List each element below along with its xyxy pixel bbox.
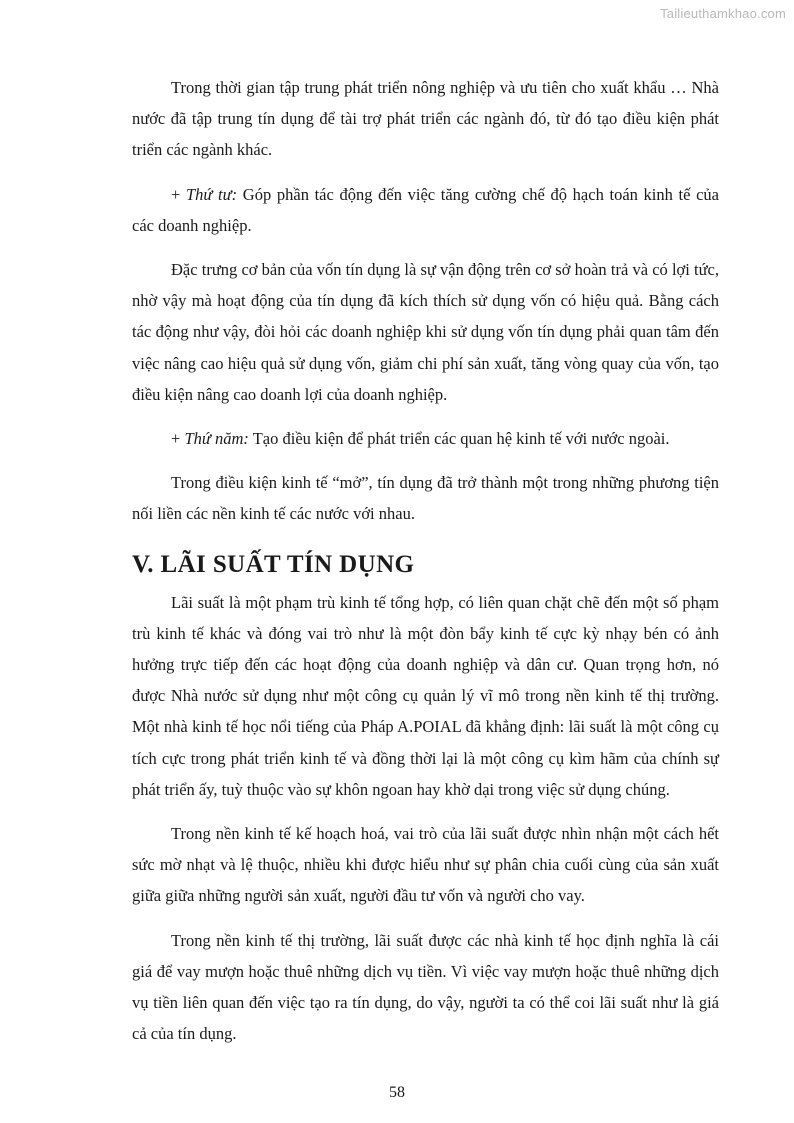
section-heading: V. LÃI SUẤT TÍN DỤNG bbox=[132, 550, 415, 578]
paragraph-market-economy: Trong nền kinh tế thị trường, lãi suất được các nhà kinh tế học định nghĩa là cái giá để vay mượn hoặc thuê những dịch vụ tiền. Vì việc vay mượn hoặc thuê những dịch vụ tiền liên quan đến việc tạo ra tín dụng, do vậy, người ta có thể coi lãi suất như là giá cả của tín dụng. bbox=[132, 930, 719, 1044]
fourth-role-text: Góp phần tác động đến việc tăng cường chế độ hạch toán kinh tế của các doanh nghiệp. bbox=[132, 184, 719, 235]
page-number: 58 bbox=[389, 1084, 405, 1101]
paragraph-fourth-role bbox=[132, 179, 719, 241]
bullet-prefix: + bbox=[171, 184, 186, 204]
fifth-role-text: Tạo điều kiện để phát triển các quan hệ kinh tế với nước ngoài. bbox=[248, 429, 670, 449]
paragraph-agriculture-credit: Trong thời gian tập trung phát triển nông nghiệp và ưu tiên cho xuất khẩu … Nhà nước đã tập trung tín dụng để tài trợ phát triển các ngành đó, từ đó tạo điều kiện phát triển các ngành khác. bbox=[132, 78, 719, 160]
watermark: Tailieuthamkhao.com bbox=[660, 6, 786, 21]
fifth-role-label: Thứ năm: bbox=[184, 429, 249, 449]
bullet-prefix: + bbox=[171, 429, 185, 449]
paragraph-open-economy: Trong điều kiện kinh tế “mở”, tín dụng đã trở thành một trong những phương tiện nối liền các nền kinh tế các nước với nhau. bbox=[132, 473, 719, 524]
document-body bbox=[132, 72, 719, 1062]
paragraph-planned-economy: Trong nền kinh tế kế hoạch hoá, vai trò của lãi suất được nhìn nhận một cách hết sức mờ nhạt và lệ thuộc, nhiều khi được hiểu như sự phân chia cuối cùng của sản xuất giữa giữa những người sản xuất, người đầu tư vốn và người cho vay. bbox=[132, 824, 719, 906]
fourth-role-label: Thứ tư: bbox=[185, 184, 238, 204]
paragraph-credit-characteristics: Đặc trưng cơ bản của vốn tín dụng là sự vận động trên cơ sở hoàn trả và có lợi tức, nhờ vậy mà hoạt động của tín dụng đã kích thích sử dụng vốn có hiệu quả. Bằng cách tác động như vậy, đòi hỏi các doanh nghiệp khi sử dụng vốn tín dụng phải quan tâm đến việc nâng cao hiệu quả sử dụng vốn, giảm chi phí sản xuất, tăng vòng quay của vốn, tạo điều kiện nâng cao doanh lợi của doanh nghiệp. bbox=[132, 260, 719, 404]
paragraph-interest-rate-definition: Lãi suất là một phạm trù kinh tế tổng hợp, có liên quan chặt chẽ đến một số phạm trù kinh tế khác và đóng vai trò như là một đòn bẩy kinh tế cực kỳ nhạy bén có ảnh hưởng trực tiếp đến các hoạt động của doanh nghiệp và dân cư. Quan trọng hơn, nó được Nhà nước sử dụng như một công cụ quản lý vĩ mô trong nền kinh tế thị trường. Một nhà kinh tế học nổi tiếng của Pháp A.POIAL đã khẳng định: lãi suất là một công cụ tích cực trong phát triển kinh tế và đồng thời lại là một công cụ kìm hãm của chính sự phát triển ấy, tuỳ thuộc vào sự khôn ngoan hay khờ dại trong việc sử dụng chúng. bbox=[132, 592, 719, 799]
paragraph-fifth-role bbox=[132, 423, 719, 454]
